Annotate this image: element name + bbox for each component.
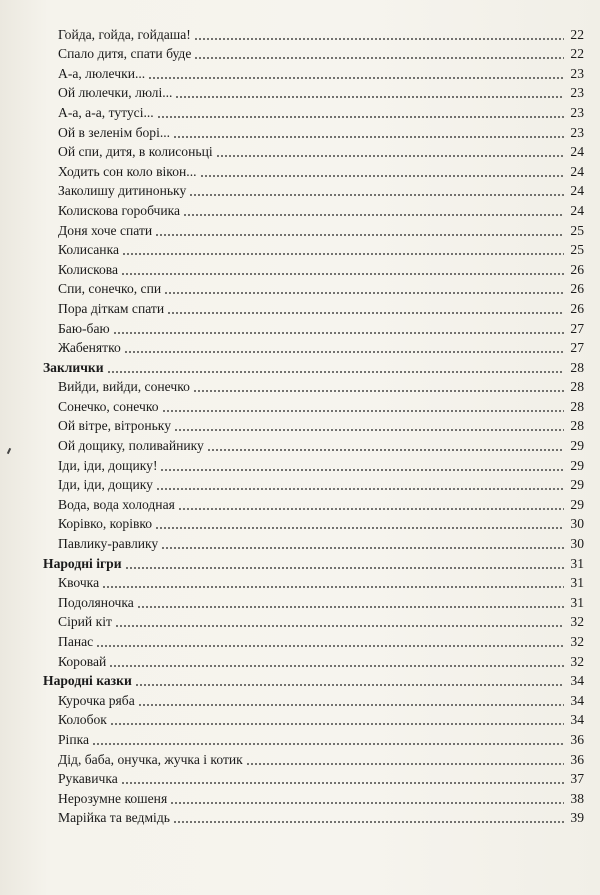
toc-page-number: 29 [570,477,584,493]
toc-page-number: 30 [570,536,584,552]
toc-section-heading [0,356,584,376]
toc-entry-title: Подоляночка [58,594,134,610]
dot-leader [121,769,564,784]
toc-entry-title: Спи, сонечко, спи [58,281,162,297]
toc-entry-title: Колискова горобчика [58,202,181,218]
toc-entry [0,454,584,474]
toc-page-number: 24 [570,183,584,199]
toc-entry-title: Ой дощику, поливайнику [58,438,204,454]
toc-entry-title: А-а, а-а, тутусі... [58,104,154,120]
dot-leader [102,573,564,588]
toc-page-number: 24 [570,202,584,218]
dot-leader [121,260,564,275]
dot-leader [122,240,564,255]
toc-page-number: 32 [570,653,584,669]
dot-leader [124,338,564,353]
toc-entry-title: Рукавичка [58,771,118,787]
dot-leader [173,123,564,138]
toc-entry [0,82,584,102]
toc-entry [0,474,584,494]
toc-entry-title: А-а, люлечки... [58,65,146,81]
toc-section-heading [0,552,584,572]
toc-entry-title: Корівко, корівко [58,516,153,532]
toc-entry-title: Сонечко, сонечко [58,398,159,414]
toc-entry [0,630,584,650]
toc-entry [0,239,584,259]
toc-entry-title: Вийди, вийди, сонечко [58,379,190,395]
dot-leader [216,142,564,157]
toc-page-number: 39 [570,810,584,826]
dot-leader [138,691,564,706]
toc-entry-title: Курочка ряба [58,692,135,708]
toc-page-number: 32 [570,614,584,630]
toc-entry [0,141,584,161]
toc-entry-title: Панас [58,634,94,649]
toc-page-number: 29 [570,438,584,454]
toc-section-heading [0,670,584,690]
toc-entry-title: Гойда, гойда, гойдаша! [58,26,191,42]
toc-page-number: 22 [570,26,584,42]
toc-entry-title: Ой вітре, вітроньку [58,418,171,434]
toc-entry-title: Іди, іди, дощику! [58,457,158,473]
toc-entry [0,434,584,454]
dot-leader [173,808,564,823]
toc-page-number: 38 [570,790,584,806]
toc-entry-title: Заклички [43,359,104,375]
toc-entry [0,611,584,631]
toc-page-number: 36 [570,731,584,747]
toc-page-number: 22 [570,46,584,62]
dot-leader [110,710,564,725]
dot-leader [157,103,564,118]
toc-entry-title: Доня хоче спати [58,222,153,238]
toc-page-number: 31 [570,575,584,591]
dot-leader [135,671,564,686]
dot-leader [194,25,564,40]
toc-entry [0,689,584,709]
toc-entry [0,219,584,239]
toc-entry-title: Ой люлечки, люлі... [58,85,173,101]
toc-page-number: 28 [570,418,584,434]
toc-page-number: 27 [570,340,584,356]
toc-entry-title: Колисанка [58,242,120,258]
toc-entry [0,787,584,807]
dot-leader [174,416,564,431]
toc-entry-title: Іди, іди, дощику [58,477,153,493]
dot-leader [194,44,564,59]
toc-page-number: 34 [570,673,584,689]
toc-entry [0,807,584,827]
toc-page-number: 26 [570,261,584,277]
dot-leader [246,750,564,765]
toc-entry [0,180,584,200]
toc-entry-title: Жабенятко [58,340,121,356]
toc-page-number: 26 [570,281,584,297]
dot-leader [155,221,564,236]
toc-page-number: 28 [570,379,584,395]
toc-page-number: 30 [570,516,584,532]
toc-entry [0,43,584,63]
toc-entry [0,415,584,435]
toc-page-number: 23 [570,124,584,140]
toc-page-number: 37 [570,771,584,787]
toc-entry-title: Дід, баба, онучка, жучка і котик [58,751,243,767]
toc-page-number: 25 [570,222,584,238]
toc-entry [0,513,584,533]
toc-entry-title: Коровай [58,653,107,669]
dot-leader [189,181,564,196]
dot-leader [193,377,564,392]
toc-entry [0,748,584,768]
toc-entry [0,395,584,415]
toc-entry [0,572,584,592]
dot-leader [160,456,564,471]
toc-entry [0,709,584,729]
toc-entry-title: Пора діткам спати [58,300,165,316]
toc-page-number: 24 [570,144,584,160]
toc-page-number: 28 [570,398,584,414]
dot-leader [148,64,564,79]
toc-entry [0,160,584,180]
toc-page-number: 32 [570,634,584,649]
dot-leader [113,319,564,334]
dot-leader [96,632,564,647]
dot-leader [109,652,564,667]
dot-leader [162,397,564,412]
toc-entry [0,297,584,317]
toc-entry-title: Ой в зеленім борі... [58,124,171,140]
toc-entry-title: Народні ігри [43,555,122,571]
toc-page-number: 28 [570,359,584,375]
toc-page-number: 31 [570,594,584,610]
dot-leader [137,593,564,608]
toc-entry-title: Народні казки [43,673,132,689]
toc-entry-title: Квочка [58,575,100,591]
toc-page-number: 34 [570,692,584,708]
toc-page-number: 34 [570,712,584,728]
toc-page-number: 36 [570,751,584,767]
dot-leader [170,789,564,804]
toc-entry [0,278,584,298]
dot-leader [164,279,564,294]
toc-entry [0,199,584,219]
toc-entry-title: Колобок [58,712,107,728]
dot-leader [161,534,564,549]
toc-entry [0,258,584,278]
toc-entry [0,23,584,43]
toc-entry [0,337,584,357]
toc-entry-title: Колискова [58,261,119,277]
toc-page-number: 23 [570,65,584,81]
toc-entry-title: Ходить сон коло вікон... [58,163,197,179]
dot-leader [155,514,564,529]
toc-entry [0,317,584,337]
toc-entry-title: Заколишу дитиноньку [58,183,187,199]
toc-entry [0,591,584,611]
toc-entry [0,101,584,121]
toc-entry-title: Марійка та ведмідь [58,810,170,826]
toc-page-number: 27 [570,320,584,336]
toc-page-number: 29 [570,457,584,473]
toc-entry [0,768,584,788]
dot-leader [178,495,564,510]
toc-page-number: 23 [570,104,584,120]
toc-entry-title: Вода, вода холодная [58,496,175,512]
dot-leader [107,358,564,373]
dot-leader [183,201,564,216]
toc-page-number: 26 [570,300,584,316]
dot-leader [175,83,564,98]
toc-page-number: 25 [570,242,584,258]
toc-entry [0,532,584,552]
toc-page-number: 29 [570,496,584,512]
dot-leader [207,436,564,451]
dot-leader [92,730,564,745]
toc-entry-title: Сірий кіт [58,614,112,630]
dot-leader [125,554,564,569]
dot-leader [167,299,564,314]
toc-entry-title: Павлику-равлику [58,536,159,552]
toc-entry [0,650,584,670]
toc-entry [0,728,584,748]
dot-leader [115,612,564,627]
toc-entry-title: Нерозумне кошеня [58,790,168,806]
toc-entry-title: Спало дитя, спати буде [58,46,192,62]
toc-entry [0,376,584,396]
toc-entry [0,493,584,513]
dot-leader [156,475,564,490]
table-of-contents [0,23,600,826]
toc-entry [0,121,584,141]
toc-entry-title: Ой спи, дитя, в колисоньці [58,144,213,160]
toc-entry-title: Ріпка [58,731,90,747]
toc-page-number: 23 [570,85,584,101]
toc-entry [0,62,584,82]
toc-entry-title: Баю-баю [58,320,110,336]
toc-page-number: 31 [570,555,584,571]
toc-page-number: 24 [570,163,584,179]
dot-leader [200,162,565,177]
